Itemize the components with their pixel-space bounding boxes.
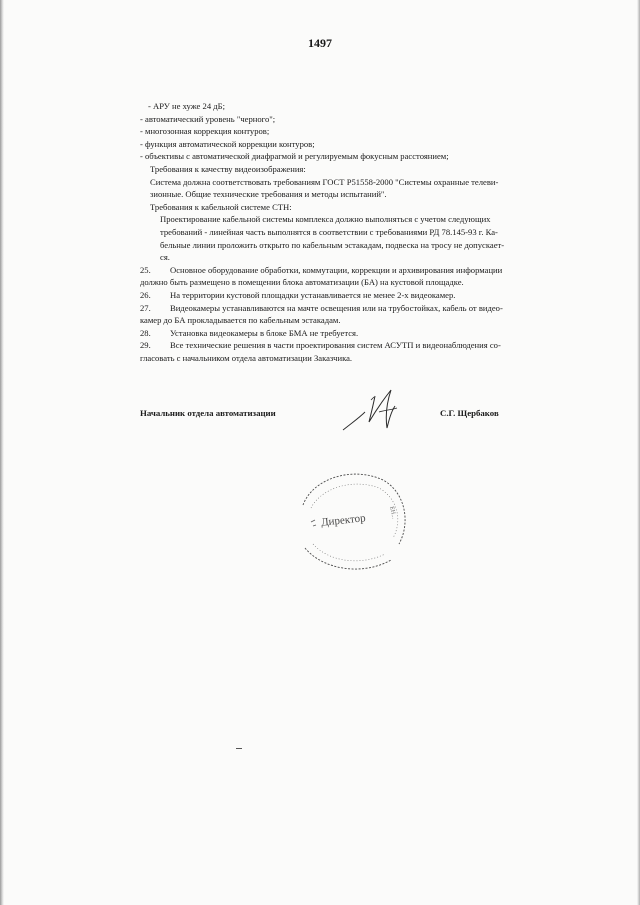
numbered-item-29 bbox=[140, 339, 568, 352]
handwritten-signature-icon bbox=[335, 382, 425, 442]
numbered-item-28 bbox=[140, 327, 568, 340]
cable-requirements-line-1: Проектирование кабельной системы комплекса должно выполняться с учетом следующих bbox=[160, 214, 491, 225]
video-requirements-line-2: зионные. Общие технические требования и методы испытаний". bbox=[150, 189, 387, 200]
cable-requirements-line-2: требований - линейная часть выполнятся в соответствии с требованиями РД 78.145-93 г. Ка- bbox=[160, 226, 498, 237]
page-number: 1497 bbox=[308, 36, 332, 50]
item-text-continuation: должно быть размещено в помещении блока автоматизации (БА) на кустовой площадке. bbox=[140, 277, 464, 288]
official-stamp-icon bbox=[283, 460, 413, 580]
item-text-continuation: гласовать с начальником отдела автоматизации Заказчика. bbox=[140, 352, 353, 363]
stamp-text: Директор bbox=[320, 512, 367, 529]
cable-requirements-line-4: ся. bbox=[160, 252, 170, 263]
cable-requirements-heading: Требования к кабельной системе СТН: bbox=[150, 201, 292, 212]
item-text: Видеокамеры устанавливаются на мачте освещения или на трубостойках, кабель от видео- bbox=[170, 302, 503, 313]
item-aru: - АРУ не хуже 24 дБ; bbox=[148, 101, 225, 111]
stray-mark bbox=[236, 748, 242, 749]
item-number: 27. bbox=[140, 302, 151, 313]
item-text: На территории кустовой площадки устанавливается не менее 2-х видеокамер. bbox=[170, 289, 456, 300]
stamp-side-text: ЕН... bbox=[388, 505, 397, 520]
item-number: 25. bbox=[140, 264, 151, 275]
item-number: 26. bbox=[140, 289, 151, 300]
item-number: 28. bbox=[140, 327, 151, 338]
scan-edge-left bbox=[0, 0, 4, 905]
item-text-continuation: камер до БА прокладывается по кабельным эстакадам. bbox=[140, 315, 341, 326]
numbered-item-25 bbox=[140, 264, 568, 277]
item-text: Все технические решения в части проектирования систем АСУТП и видеонаблюдения со- bbox=[170, 340, 501, 351]
item-lenses: - объективы с автоматической диафрагмой и регулируемым фокусным расстоянием; bbox=[140, 151, 449, 162]
video-requirements-line-1: Система должна соответствовать требованиям ГОСТ Р51558-2000 "Системы охранные телеви- bbox=[150, 176, 499, 187]
signatory-name: С.Г. Щербаков bbox=[440, 408, 499, 418]
item-text: Установка видеокамеры в блоке БМА не требуется. bbox=[170, 327, 359, 338]
signatory-title: Начальник отдела автоматизации bbox=[140, 408, 276, 418]
item-multizone: - многозонная коррекция контуров; bbox=[140, 126, 270, 137]
numbered-item-26 bbox=[140, 289, 568, 302]
item-number: 29. bbox=[140, 340, 151, 351]
item-text: Основное оборудование обработки, коммутации, коррекции и архивирования информации bbox=[170, 264, 503, 275]
item-black-level: - автоматический уровень "черного"; bbox=[140, 113, 276, 124]
video-requirements-heading: Требования к качеству видеоизображения: bbox=[150, 163, 306, 174]
document-body bbox=[140, 100, 568, 364]
item-contour-function: - функция автоматической коррекции контуров; bbox=[140, 138, 315, 149]
cable-requirements-line-3: бельные линии проложить открыто по кабельным эстакадам, подвеска на тросу не допускает- bbox=[160, 239, 505, 250]
numbered-item-27 bbox=[140, 302, 568, 315]
